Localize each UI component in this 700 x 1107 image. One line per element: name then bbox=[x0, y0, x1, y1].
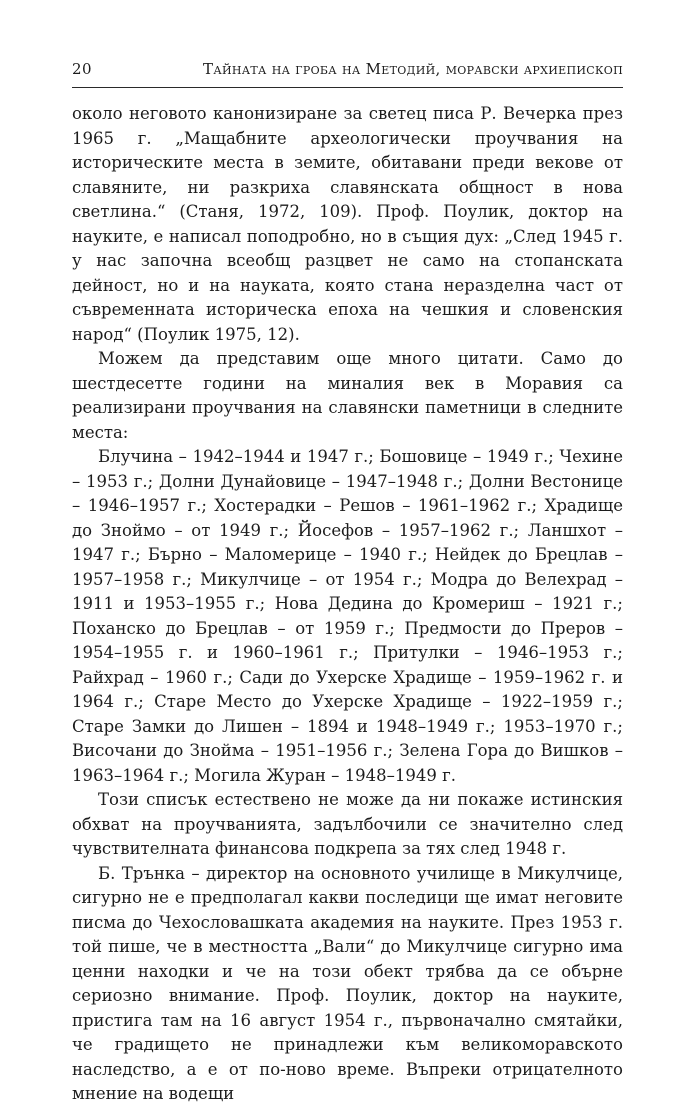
body-text bbox=[72, 102, 623, 1107]
book-page bbox=[72, 60, 623, 1107]
page-number: 20 bbox=[72, 60, 93, 78]
running-header bbox=[72, 60, 623, 88]
paragraph-quotes-intro: Можем да представим още много цитати. Само до шестдесетте години на миналия век в Моравия са реализирани проучвания на славянски паметници в следните места: bbox=[72, 349, 623, 442]
paragraph-trnka: Б. Трънка – директор на основното училище в Микулчице, сигурно не е предполагал какви последици ще имат неговите писма до Чехословашката академия на науките. През 1953 г. той пише, че в местността „Вали“ до Микулчице сигурно има ценни находки и че на този обект трябва да се обърне сериозно внимание. Проф. Поулик, доктор на науките, пристига там на 16 август 1954 г., първоначално смятайки, че градището не принадлежи към великоморавското наследство, а е от по-ново време. Въпреки отрицателното мнение на водещи bbox=[72, 863, 623, 1103]
paragraph-site-list: Блучина – 1942–1944 и 1947 г.; Бошовице – 1949 г.; Чехине – 1953 г.; Долни Дунайовице – 1947–1948 г.; Долни Вестонице – 1946–1957 г.; Хостерадки – Решов – 1961–1962 г.; Храдище до Зноймо – от 1949 г.; Йосефов – 1957–1962 г.; Ланшхот – 1947 г.; Бърно – Маломерице – 1940 г.; Нейдек до Брецлав – 1957–1958 г.; Микулчице – от 1954 г.; Модра до Велехрад – 1911 и 1953–1955 г.; Нова Дедина до Кромериш – 1921 г.; Поханско до Брецлав – от 1959 г.; Предмости до Преров – 1954–1955 г. и 1960–1961 г.; Притулки – 1946–1953 г.; Райхрад – 1960 г.; Сади до Ухерске Храдище – 1959–1962 г. и 1964 г.; Старе Место до Ухерске Храдище – 1922–1959 г.; Старе Замки до Лишен – 1894 и 1948–1949 г.; 1953–1970 г.; Височани до Знойма – 1951–1956 г.; Зелена Гора до Вишков – 1963–1964 г.; Могила Журан – 1948–1949 г. bbox=[72, 447, 623, 785]
paragraph-continued: около неговото канонизиране за светец писа Р. Вечерка през 1965 г. „Мащабните археологически проучвания на историческите места в земите, обитавани преди векове от славяните, ни разкриха славянската общност в нова светлина.“ (Станя, 1972, 109). Проф. Поулик, доктор на науките, е написал поподробно, но в същия дух: „След 1945 г. у нас започна всеобщ разцвет не само на стопанската дейност, но и на науката, която стана неразделна част от съвременната историческа епоха на чешкия и словенския народ“ (Поулик 1975, 12). bbox=[72, 104, 623, 344]
paragraph-list-note: Този списък естествено не може да ни покаже истинския обхват на проучванията, задълбочили се значително след чувствителната финансова подкрепа за тях след 1948 г. bbox=[72, 790, 623, 858]
running-title: Тайната на гроба на Методий, моравски архиепископ bbox=[203, 60, 623, 78]
